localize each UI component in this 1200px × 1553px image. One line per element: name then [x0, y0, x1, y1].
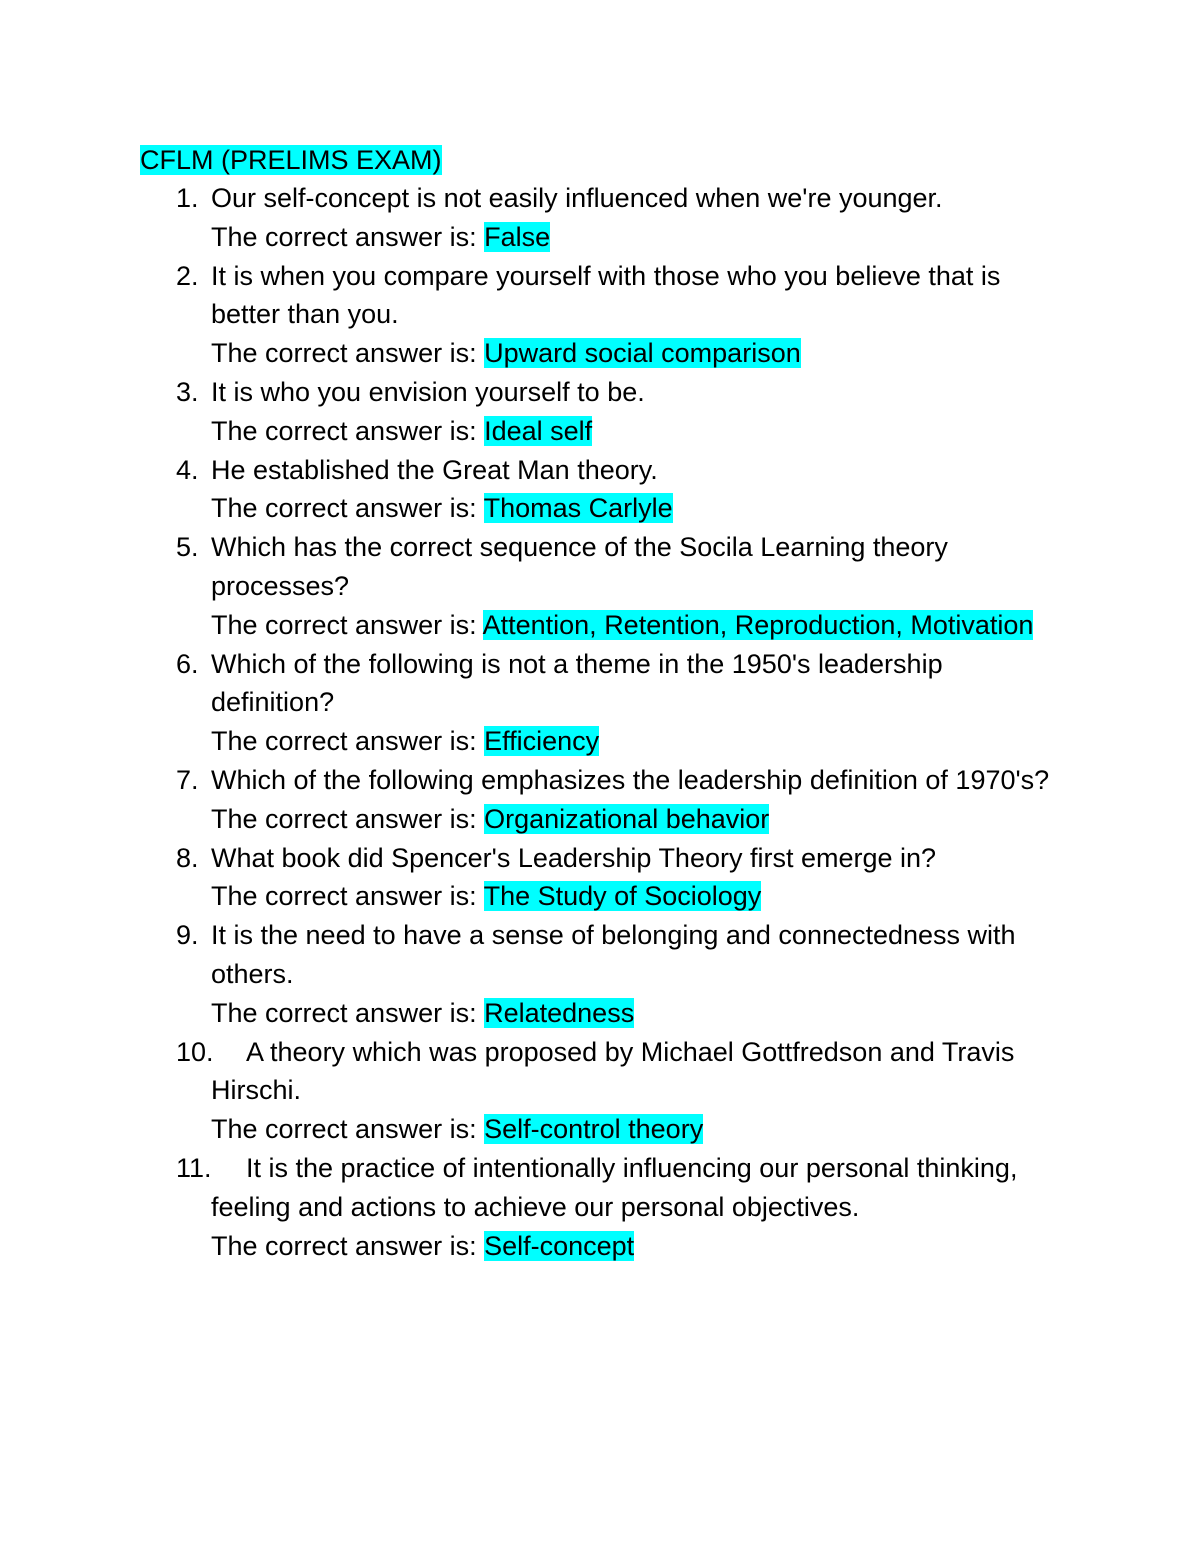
question-number: 10.: [176, 1036, 214, 1067]
answer-line: [211, 218, 1051, 257]
answer-highlight: Efficiency: [484, 726, 600, 757]
question-number: 3.: [176, 376, 199, 407]
question-text: Which of the following emphasizes the leadership definition of 1970's?: [211, 764, 1050, 795]
answer-line: [211, 722, 1051, 761]
question-item: [0, 257, 1051, 373]
answer-highlight: Self-concept: [484, 1230, 635, 1261]
question-item: [0, 528, 1051, 644]
question-text: It is the need to have a sense of belonging and connectedness with others.: [211, 920, 1016, 989]
answer-highlight: Attention, Retention, Reproduction, Motivation: [482, 609, 1034, 640]
question-text: It is the practice of intentionally influencing our personal thinking, feeling and actions to achieve our personal objectives.: [211, 1152, 1018, 1222]
answer-prefix: The correct answer is:: [211, 1114, 485, 1145]
answer-highlight: Upward social comparison: [484, 338, 801, 369]
question-item: [0, 179, 1051, 257]
answer-prefix: The correct answer is:: [211, 997, 485, 1028]
question-text: He established the Great Man theory.: [211, 454, 658, 485]
question-item: [0, 839, 1051, 917]
answer-highlight: Organizational behavior: [484, 803, 770, 834]
answer-prefix: The correct answer is:: [211, 493, 484, 524]
question-number: 11.: [176, 1152, 212, 1183]
question-number: 8.: [176, 842, 199, 873]
question-item: [0, 373, 1051, 451]
question-number: 6.: [176, 648, 199, 679]
question-item: [0, 1033, 1051, 1149]
question-item: [0, 1149, 1051, 1265]
question-list: [0, 179, 1200, 1265]
answer-line: [211, 334, 1051, 373]
answer-line: [211, 606, 1051, 645]
question-item: [0, 761, 1051, 839]
answer-highlight: Ideal self: [484, 415, 593, 446]
question-text: Our self-concept is not easily influenced when we're younger.: [211, 183, 943, 213]
answer-highlight: Relatedness: [484, 997, 635, 1028]
answer-prefix: The correct answer is:: [211, 415, 485, 446]
question-number: 1.: [176, 183, 199, 213]
question-text: Which of the following is not a theme in the 1950's leadership definition?: [211, 648, 943, 718]
question-text: It is who you envision yourself to be.: [211, 376, 645, 407]
answer-line: [211, 489, 1051, 528]
answer-line: [211, 1227, 1051, 1266]
answer-line: [211, 800, 1051, 839]
answer-prefix: The correct answer is:: [211, 803, 485, 834]
answer-line: [211, 994, 1051, 1033]
answer-highlight: The Study of Sociology: [483, 881, 762, 912]
question-text: What book did Spencer's Leadership Theory first emerge in?: [211, 842, 937, 873]
question-item: [0, 451, 1051, 529]
question-number: 4.: [176, 454, 199, 485]
answer-line: [211, 877, 1051, 916]
document-title: [140, 141, 442, 180]
answer-prefix: The correct answer is:: [211, 338, 485, 369]
question-number: 5.: [176, 532, 199, 563]
answer-prefix: The correct answer is:: [211, 1230, 485, 1261]
answer-prefix: The correct answer is:: [211, 609, 483, 640]
question-number: 2.: [176, 260, 199, 291]
question-item: [0, 645, 1051, 761]
question-number: 7.: [176, 764, 199, 795]
answer-line: [211, 412, 1051, 451]
question-text: A theory which was proposed by Michael Gottfredson and Travis Hirschi.: [211, 1036, 1015, 1106]
answer-prefix: The correct answer is:: [211, 881, 484, 912]
answer-highlight: Self-control theory: [484, 1114, 704, 1145]
question-number: 9.: [176, 920, 199, 951]
question-text: Which has the correct sequence of the Socila Learning theory processes?: [211, 532, 948, 601]
question-item: [0, 916, 1051, 1032]
question-text: It is when you compare yourself with those who you believe that is better than you.: [211, 260, 1001, 330]
title-highlight: CFLM (PRELIMS EXAM): [140, 145, 442, 175]
answer-highlight: Thomas Carlyle: [483, 493, 673, 524]
answer-prefix: The correct answer is:: [211, 726, 485, 757]
answer-line: [211, 1110, 1051, 1149]
answer-highlight: False: [484, 221, 551, 252]
answer-prefix: The correct answer is:: [211, 221, 485, 252]
